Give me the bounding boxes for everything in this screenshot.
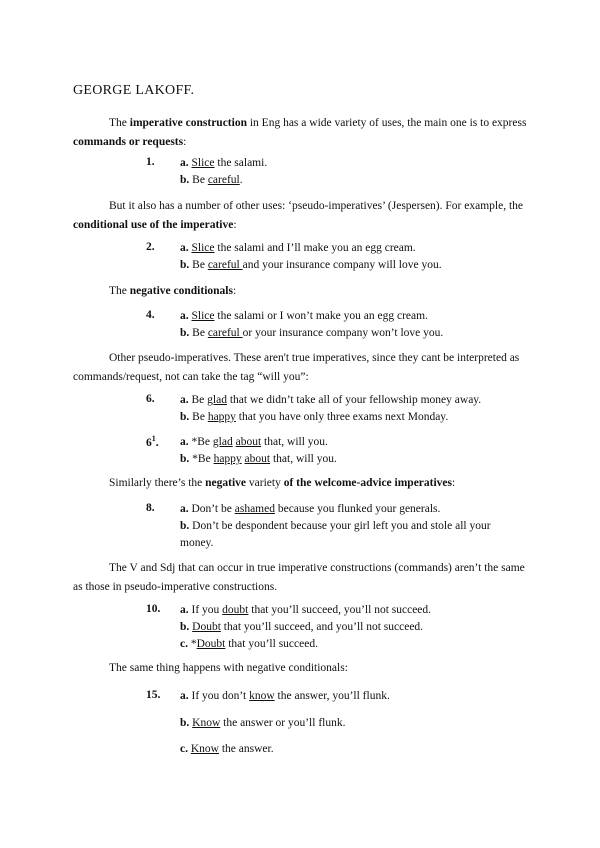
paragraph-pseudo-imperatives: But it also has a number of other uses: ‘pseudo-imperatives’ (Jespersen). For example, the conditional use of the imperative: — [73, 200, 523, 231]
paragraph-negative-conditionals: The negative conditionals: — [109, 285, 237, 297]
paragraph-welcome-advice: Similarly there’s the negative variety of the welcome-advice imperatives: — [109, 477, 456, 489]
document-page: GEORGE LAKOFF. The imperative construction in Eng has a wide variety of uses, the main one is to express commands or requests: 1. a. Slice the salami. b. Be careful. But it also has a number of other uses: ‘pseudo-imperatives’ (Jespersen). For example, the conditional use of the imperative: 2. a. Slice the salami and I’ll make you an egg cream. b. Be careful and your insurance company will love you. The negative conditionals: 4. a. Slice the salami or I won’t make you an egg cream. b. Be careful or your insurance company won’t love you. Other pseudo-imperatives. These aren't true imperatives, since they cant be interpreted as commands/request, not can take the tag “will you”: 6. a. Be glad that we didn’t take all of your fellowship money away. b. Be happy that you have only three exams next Monday. $6^1$. a. *Be glad about that, will you. b. *Be happy about that, will you. Similarly there’s the negative variety of the welcome-advice imperatives: 8. a. Don’t be ashamed because you flunked your generals. b. Don’t be despondent because your girl left you and stole all your money. The V and Sdj that can occur in true imperative constructions (commands) aren’t the same as those in pseudo-imperative constructions. 10. a. If you doubt that you’ll succeed, you’ll not succeed. b. Doubt that you’ll succeed, and you’ll not succeed. c. *Doubt that you’ll succeed. The same thing happens with negative conditionals: 15. a. If you don’t know the answer, you’ll flunk. b. Know the answer or you’ll flunk. c. Know the answer. — [73, 83, 527, 755]
paragraph-other-pseudo-imperatives: Other pseudo-imperatives. These aren't true imperatives, since they cant be interpreted as commands/request, not can take the tag “will you”: — [73, 352, 520, 383]
paragraph-v-and-sdj: The V and Sdj that can occur in true imperative constructions (commands) aren’t the same as those in pseudo-imperative constructions. — [73, 562, 525, 593]
document-title: GEORGE LAKOFF. — [73, 83, 195, 98]
paragraph-same-thing: The same thing happens with negative conditionals: — [109, 662, 348, 674]
paragraph-imperative-intro: The imperative construction in Eng has a wide variety of uses, the main one is to express commands or requests: — [73, 117, 527, 148]
